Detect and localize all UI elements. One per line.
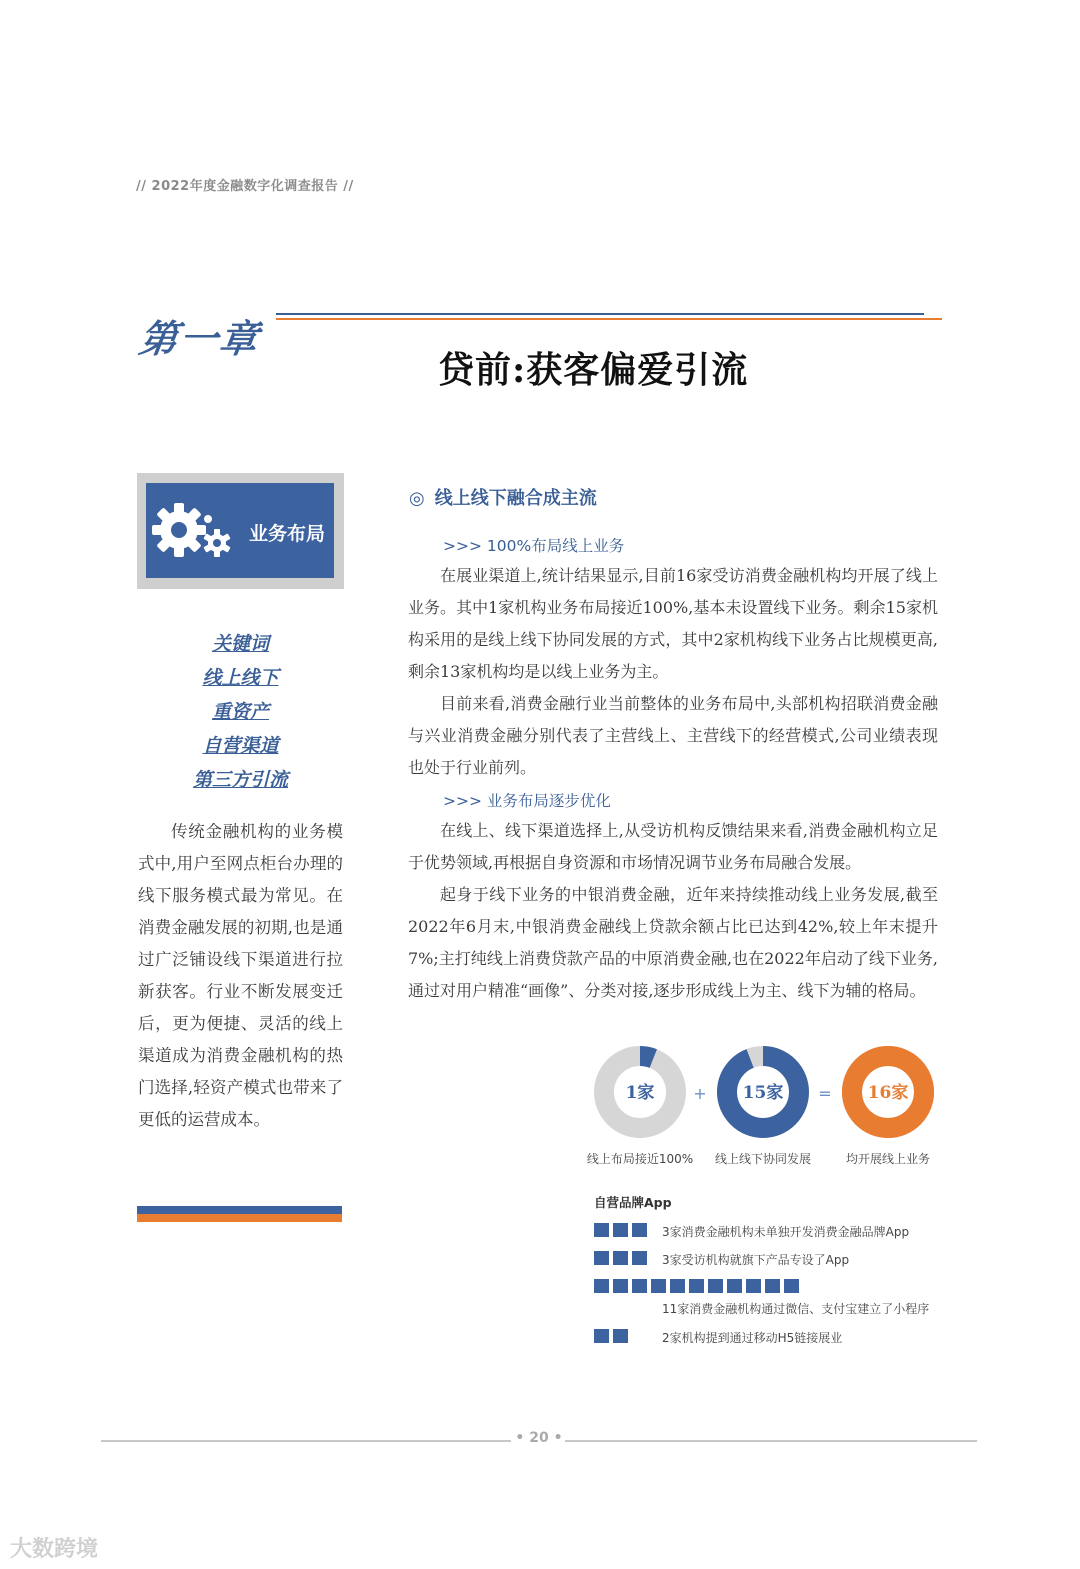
paragraph: 起身于线下业务的中银消费金融，近年来持续推动线上业务发展,截至2022年6月末,中银消费金融线上贷款余额占比已达到42%,较上年末提升7%;主打纯线上消费贷款产品的中原消费金融,也在2022年启动了线下业务,通过对用户精准“画像”、分类对接,逐步形成线上为主、线下为辅的格局。	[408, 885, 938, 1000]
donut-hybrid	[727, 1056, 799, 1128]
chapter-rule-blue	[276, 313, 924, 315]
sidebar-bar-orange	[137, 1214, 342, 1222]
app-row-text: 2家机构提到通过移动H5链接展业	[662, 1331, 843, 1345]
square-icon	[632, 1251, 647, 1265]
chapter-title: 贷前:获客偏爱引流	[438, 349, 749, 391]
square-icon	[632, 1279, 647, 1293]
gears-icon	[152, 500, 236, 560]
donut-value-label: 16家	[867, 1083, 909, 1103]
watermark: 大数跨境	[10, 1537, 99, 1562]
donut-online-100	[604, 1056, 676, 1128]
app-row	[594, 1223, 647, 1237]
keyword-item: 第三方引流	[192, 769, 288, 791]
keywords-heading: 关键词	[211, 633, 269, 655]
donut-caption: 均开展线上业务	[845, 1152, 930, 1166]
paragraph: 在线上、线下渠道选择上,从受访机构反馈结果来看,消费金融机构立足于优势领域,再根据自身资源和市场情况调节业务布局融合发展。	[408, 821, 938, 872]
footer-rule-right	[565, 1440, 977, 1442]
square-icon	[594, 1279, 609, 1293]
sidebar-bar-blue	[137, 1206, 342, 1214]
keyword-item: 线上线下	[202, 667, 279, 689]
business-layout-label: 业务布局	[249, 523, 326, 545]
keyword-item: 自营渠道	[202, 735, 279, 757]
donut-caption: 线上布局接近100%	[586, 1152, 694, 1166]
body-block-2	[408, 815, 938, 1007]
donut-caption: 线上线下协同发展	[714, 1152, 811, 1166]
donut-chart-group	[586, 1044, 946, 1174]
subheading-online: >>> 100%布局线上业务	[443, 537, 625, 555]
square-icons	[594, 1329, 628, 1343]
equals-sign: =	[818, 1084, 832, 1103]
square-icon	[727, 1279, 742, 1293]
circle-bullet-icon: ◎	[409, 488, 425, 509]
square-icon	[632, 1223, 647, 1237]
sidebar-paragraph: 传统金融机构的业务模式中,用户至网点柜台办理的线下服务模式最为常见。在消费金融发展的初期,也是通过广泛铺设线下渠道进行拉新获客。行业不断发展变迁后，更为便捷、灵活的线上渠道成为消费金融机构的热门选择,轻资产模式也带来了更低的运营成本。	[138, 822, 343, 1129]
subheading-optimize: >>> 业务布局逐步优化	[443, 792, 611, 810]
square-icon	[765, 1279, 780, 1293]
square-icon	[670, 1279, 685, 1293]
square-icon	[594, 1223, 609, 1237]
app-row	[594, 1329, 628, 1343]
app-row	[594, 1279, 799, 1293]
chapter-label: 第一章	[136, 317, 263, 361]
app-stats-title: 自营品牌App	[594, 1195, 672, 1210]
square-icons	[594, 1223, 647, 1237]
app-row	[594, 1251, 647, 1265]
keywords-list	[137, 627, 344, 797]
square-icon	[784, 1279, 799, 1293]
square-icon	[613, 1329, 628, 1343]
square-icon	[689, 1279, 704, 1293]
keyword-item: 重资产	[211, 701, 269, 723]
square-icon	[651, 1279, 666, 1293]
app-row-text: 3家受访机构就旗下产品专设了App	[662, 1253, 850, 1267]
app-row-text: 3家消费金融机构未单独开发消费金融品牌App	[662, 1225, 910, 1239]
square-icons	[594, 1251, 647, 1265]
chapter-rule-orange	[276, 318, 942, 320]
square-icon	[613, 1251, 628, 1265]
donut-total	[852, 1056, 924, 1128]
paragraph: 在展业渠道上,统计结果显示,目前16家受访消费金融机构均开展了线上业务。其中1家机构业务布局接近100%,基本未设置线下业务。剩余15家机构采用的是线上线下协同发展的方式，其中2家机构线下业务占比规模更高,剩余13家机构均是以线上业务为主。	[408, 566, 938, 681]
square-icon	[613, 1279, 628, 1293]
square-icon	[746, 1279, 761, 1293]
square-icon	[594, 1251, 609, 1265]
report-header: // 2022年度金融数字化调查报告 //	[136, 179, 354, 194]
section-title-text: 线上线下融合成主流	[434, 488, 597, 509]
paragraph: 目前来看,消费金融行业当前整体的业务布局中,头部机构招联消费金融与兴业消费金融分别代表了主营线上、主营线下的经营模式,公司业绩表现也处于行业前列。	[408, 694, 938, 777]
body-block-1	[408, 560, 938, 784]
page-number: • 20 •	[515, 1430, 563, 1446]
square-icon	[708, 1279, 723, 1293]
square-icon	[594, 1329, 609, 1343]
donut-value-label: 1家	[625, 1083, 655, 1103]
section-title	[409, 484, 597, 510]
square-icons	[594, 1279, 799, 1293]
square-icon	[613, 1223, 628, 1237]
donut-value-label: 15家	[742, 1083, 784, 1103]
plus-sign: +	[693, 1084, 707, 1103]
app-row-text: 11家消费金融机构通过微信、支付宝建立了小程序	[662, 1302, 930, 1316]
footer-rule-left	[101, 1440, 511, 1442]
